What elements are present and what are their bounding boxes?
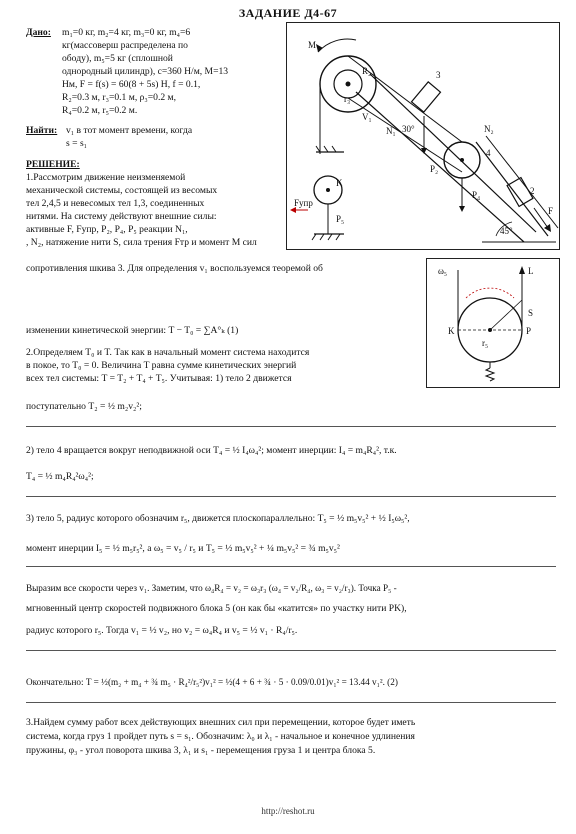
svg-text:r₃: r₃ — [344, 94, 351, 104]
svg-text:30°: 30° — [402, 124, 415, 134]
svg-text:r₅: r₅ — [482, 338, 489, 348]
svg-text:P₄: P₄ — [472, 190, 481, 200]
given-line: Нм, F = f(s) = 60(8 + 5s) Н, f = 0.1, — [62, 79, 201, 90]
body-line: Выразим все скорости через v₁. Заметим, что ω₄R₄ = v₂ = ω₃r₃ (ω₄ = v₂/R₄, ω₃ = v₂/r₃). Точка P₅ - — [26, 583, 397, 593]
body-line: 2.Определяем T₀ и T. Так как в начальный момент система находится — [26, 347, 310, 358]
body-line: пружины, φ₃ - угол поворота шкива 3, λ₁ и s₁ - перемещения груза 1 и центра блока 5. — [26, 745, 376, 756]
given-line: m₁=0 кг, m₂=4 кг, m₃=0 кг, m₄=6 — [62, 27, 191, 38]
body-line: 3) тело 5, радиус которого обозначим r₅, движется плоскопараллельно: T₅ = ½ m₅v₅² + ½ I₅ω₅², — [26, 513, 410, 524]
body-line: сопротивления шкива 3. Для определения v₁ воспользуемся теоремой об — [26, 263, 323, 274]
solution-line: 1.Рассмотрим движение неизменяемой — [26, 172, 186, 183]
body-line: 3.Найдем сумму работ всех действующих внешних сил при перемещении, которое будет иметь — [26, 717, 416, 728]
solution-line: активные F, Fупр, P₂, P₄, P₅ реакции N₁, — [26, 224, 188, 235]
body-line: всех тел системы: T = T₂ + T₄ + T₅. Учитывая: 1) тело 2 движется — [26, 373, 292, 384]
find-label: Найти: — [26, 125, 58, 136]
body-line: в покое, то T₀ = 0. Величина T равна сумме кинетических энергий — [26, 360, 297, 371]
divider — [26, 426, 556, 427]
given-line: кг(массоверш распределена по — [62, 40, 188, 51]
svg-text:45°: 45° — [500, 226, 513, 236]
find-line: v₁ в тот момент времени, когда — [66, 125, 193, 136]
svg-text:N₂: N₂ — [484, 124, 494, 134]
given-line: R₂=0.3 м, r₃=0.1 м, ρ₃=0.2 м, — [62, 92, 177, 103]
divider — [26, 566, 556, 567]
body-line: изменении кинетической энергии: T − T₀ = ∑A°ₖ (1) — [26, 325, 239, 336]
svg-text:K: K — [336, 178, 343, 188]
given-label: Дано: — [26, 27, 51, 38]
body-line: система, когда груз 1 пройдет путь s = s₁. Обозначим: λ₀ и λ₁ - начальное и конечное удлинения — [26, 731, 415, 742]
divider — [26, 702, 556, 703]
solution-line: , N₂, натяжение нити S, сила трения Fтр и момент M сил — [26, 237, 257, 248]
moment-arrow — [318, 39, 356, 52]
svg-text:M: M — [308, 40, 317, 50]
solution-line: механической системы, состоящей из весомых — [26, 185, 218, 196]
body-line: мгновенный центр скоростей подвижного блока 5 (он как бы «катится» по участку нити PK), — [26, 603, 407, 614]
cylinder-figure — [426, 258, 558, 386]
rope — [348, 98, 462, 172]
svg-text:F: F — [548, 206, 554, 216]
given-line: ободу), m₅=5 кг (сплошной — [62, 53, 173, 64]
svg-text:Fупр: Fупр — [294, 198, 313, 208]
body-line: радиус которого r₅. Тогда v₁ = ½ v₂, но v₂ = ω₄R₄ и v₅ = ½ v₁ · R₄/r₅. — [26, 625, 298, 636]
divider — [26, 650, 556, 651]
svg-text:K: K — [448, 326, 455, 336]
body-line: момент инерции I₅ = ½ m₅r₅², а ω₅ = v₅ / r₅ и T₅ = ½ m₅v₅² + ¼ m₅v₅² = ¾ m₅v₅² — [26, 543, 340, 554]
svg-text:V₁: V₁ — [362, 112, 372, 122]
svg-text:L: L — [528, 266, 534, 276]
svg-text:2: 2 — [530, 186, 535, 196]
incline-line — [370, 74, 536, 232]
body-line: T₄ = ½ m₄R₄²ω₄²; — [26, 471, 94, 482]
svg-text:P: P — [526, 326, 532, 336]
find-line: s = s₁ — [66, 138, 88, 149]
pulley-3-axle — [346, 82, 351, 87]
footer-url[interactable]: http://reshot.ru — [261, 806, 315, 816]
svg-text:N₁: N₁ — [386, 126, 396, 136]
divider — [26, 496, 556, 497]
page-title: ЗАДАНИЕ Д4-67 — [238, 6, 338, 20]
incline-line-2 — [356, 92, 524, 242]
svg-text:P₂: P₂ — [430, 164, 439, 174]
svg-text:4: 4 — [486, 148, 491, 158]
body-line: поступательно T₂ = ½ m₂v₂²; — [26, 401, 142, 412]
body-line: 2) тело 4 вращается вокруг неподвижной оси T₄ = ½ I₄ω₄²; момент инерции: I₄ = m₄R₄², т.к. — [26, 445, 397, 456]
svg-text:3: 3 — [436, 70, 441, 80]
solution-line: нитями. На систему действуют внешние силы: — [26, 211, 217, 222]
given-line: R₄=0.2 м, r₅=0.2 м. — [62, 105, 138, 116]
mechanism-figure — [286, 22, 558, 248]
svg-text:P₅: P₅ — [336, 214, 345, 224]
solution-line: тел 2,4,5 и невесомых тел 1,3, соединенных — [26, 198, 205, 209]
result-line: Окончательно: T = ½(m₂ + m₄ + ¾ m₅ · R₄²/r₅²)v₁² = ½(4 + 6 + ¾ · 5 · 0.09/0.01)v₁² = 13.44 v₁². (2) — [26, 677, 398, 687]
svg-text:R₂: R₂ — [362, 66, 372, 76]
svg-text:S: S — [528, 308, 534, 318]
solution-label: РЕШЕНИЕ: — [26, 159, 80, 170]
svg-text:ω₅: ω₅ — [438, 266, 448, 276]
given-line: однородный цилиндр), c=360 Н/м, M=13 — [62, 66, 229, 77]
